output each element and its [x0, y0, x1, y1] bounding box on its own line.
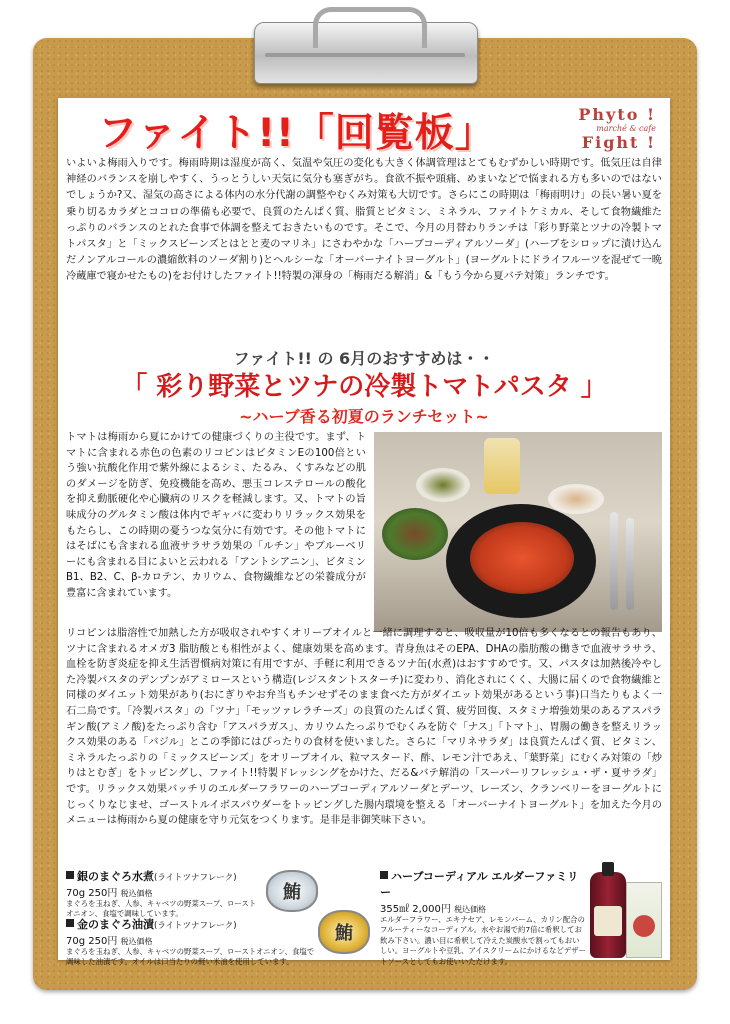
product-item	[66, 916, 316, 968]
product-price: 70g 250円	[66, 936, 118, 947]
yogurt-bowl	[548, 484, 604, 514]
feature-full-text: リコピンは脂溶性で加熱した方が吸収されやすくオリーブオイルと一緒に調理すると、吸収量が10倍も多くなるとの報告もあり、ツナに含まれるオメガ3 脂肪酸とも相性がよく、健康効果を高めます。青身魚はそのEPA、DHAの脂肪酸の働きで血液サラサラ、血栓を防ぎ炎症を抑え生活習慣病対策に有用ですが、手軽に利用できるツナ缶(水煮)はおすすめです。又、パスタは加熱後冷やした冷製パスタのデンプンがアミロースという構造(レジスタントスターチ)に変わり、消化されにくく、大腸に届くので食物繊維と同様のダイエット効果があり(おにぎりやお弁当もチンせずそのまま食べた方がダイエット効果があるという事)口当たりもよく一石二鳥です。「冷製パスタ」の「ツナ」「モッツァレラチーズ」の良質のたんぱく質、疲労回復、スタミナ増強効果のあるアスパラギン酸(アミノ酸)をたっぷり含む「アスパラガス」、カリウムたっぷりでむくみを防ぐ「ナス」「トマト」、胃腸の働きを整えリラックス効果のある「バジル」とこの季節にはぴったりの食材を使いました。さらに「マリネサラダ」は良質たんぱく質、ビタミン、ミネラルたっぷりの「ミックスビーンズ」をオリーブオイル、粒マスタード、酢、レモン汁であえ、「葉野菜」にむくみ対策の「炒りはとむぎ」をトッピングし、ファイト!!特製ドレッシングをかけた、だる&バテ解消の「スーパーリフレッシュ・ザ・夏サラダ」です。リラックス効果バッチリのエルダーフラワーのハーブコーディアルソーダとデーツ、レーズン、クランベリーをヨーグルトにじっくりなじませ、ゴーストルイボスパウダーをトッピングした腸内環境を整える「オーバーナイトヨーグルト」を加えた今月のメニューは梅雨から夏の健康を守り元気をつくります。是非是非御笑味下さい。	[66, 628, 662, 827]
product-tax: 税込価格	[454, 905, 487, 914]
product-sub: (ライトツナフレーク)	[154, 921, 237, 931]
product-name: 銀のまぐろ水煮	[77, 870, 154, 883]
intro-paragraph: いよいよ梅雨入りです。梅雨時期は湿度が高く、気温や気圧の変化も大きく体調管理はとてもむずかしい時期です。低気圧は自律神経のバランスを崩しやすく、うっとうしい天気に気分も塞ぎがち。食欲不振や頭痛、めまいなどで悩まれる方も多いのではないでしょうか?又、湿気の高さによる体内の水分代謝の調整やむくみ対策も大切です。さらにこの時期は「梅雨明け」の長い暑い夏を乗り切るカラダとココロの準備も必要で、良質のたんぱく質、脂質とビタミン、ミネラル、ファイトケミカル、そして食物繊維たっぷりのバランスのとれた食事で体調を整えておきたいものです。そこで、今月の月替わりランチは「彩り野菜とツナの冷製トマトパスタ」と「ミックスビーンズとはとと麦のマリネ」にさわやかな「ハーブコーディアルソーダ」(ハーブをシロップに漬け込んだノンアルコールの濃縮飲料のソーダ割り)とヘルシーな「オーバーナイトヨーグルト」(ヨーグルトにドライフルーツを混ぜて一晩冷蔵庫で寝かせたもの)をお付けしたファイト!!特製の渾身の「梅雨だる解消」&「もう今から夏バテ対策」ランチです。	[66, 158, 662, 283]
product-desc: まぐろを玉ねぎ、人参、キャベツの野菜スープ、ローストオニオン、食塩で調味しています。	[66, 899, 257, 919]
product-tax: 税込価格	[120, 889, 153, 898]
salad-bowl	[382, 508, 448, 560]
feature-column-text: トマトは梅雨から夏にかけての健康づくりの主役です。まず、トマトに含まれる赤色の色素のリコピンはビタミンEの100倍という強い抗酸化作用で紫外線によるシミ、たるみ、くすみなどの肌のダメージを防ぎ、免疫機能を高め、悪玉コレステロールの酸化を抑え動脈硬化や心臓病のリスクを軽減します。又、トマトの旨味成分のグルタミン酸は体内でギャバに変わりリラックス効果をもたらし、この時期の憂うつな気分に有効です。その他トマトにはそばにも含まれる血液サラサラ効果の「ルチン」やブルーベリーにも含まれる目によいと云われる「アントシアニン」、ビタミンB1、B2、C、β-カロテン、カリウム、食物繊維などの栄養成分が豊富に含まれています。	[66, 432, 366, 599]
soup-bowl	[416, 468, 470, 502]
product-name: ハーブコーディアル エルダーファミリー	[380, 870, 579, 899]
newsletter-sheet	[58, 98, 670, 967]
product-price: 355㎖ 2,000円	[380, 904, 451, 915]
shop-logo	[578, 106, 656, 152]
product-section	[58, 868, 670, 967]
clipboard-clip	[254, 22, 478, 84]
cordial-bottle-icon	[590, 872, 626, 958]
bullet-square-icon	[380, 871, 388, 879]
fork	[626, 518, 634, 610]
logo-line-2: marché & cafe	[596, 124, 656, 133]
product-desc: まぐろを玉ねぎ、人参、キャベツの野菜スープ、ローストオニオン、食塩で調味した油漬です。オイルは口当たりの軽い米油を使用しています。	[66, 947, 315, 967]
lunch-set-photo	[374, 432, 662, 632]
product-sub: (ライトツナフレーク)	[154, 873, 237, 883]
drink-glass	[484, 438, 520, 494]
product-price: 70g 250円	[66, 888, 118, 899]
logo-line-3: Fight !	[581, 133, 656, 152]
tomato-pasta	[470, 522, 574, 594]
product-name: 金のまぐろ油漬	[77, 918, 154, 931]
product-tax: 税込価格	[120, 937, 153, 946]
product-item	[380, 868, 586, 967]
logo-line-1: Phyto !	[578, 105, 656, 124]
product-item	[66, 868, 262, 920]
cordial-box-icon	[626, 882, 662, 958]
feature-tagline: ~ハーブ香る初夏のランチセット~	[239, 407, 489, 426]
feature-title: 「 彩り野菜とツナの冷製トマトパスタ 」	[121, 372, 607, 402]
page-title: ファイト!!「回覧板」	[98, 111, 495, 156]
tuna-can-gold-icon: 鮪	[318, 910, 370, 954]
tuna-can-silver-icon: 鮪	[266, 870, 318, 912]
spoon	[610, 512, 618, 610]
product-desc: エルダーフラワー、エキナセア、レモンバーム、カリン配合のフルーティーなコーディアル。水やお湯で約7倍に希釈してお飲み下さい。濃い目に希釈して冷えた炭酸水で割ってもおいしい。ヨーグルトや豆乳、アイスクリームにかけるなどデザートソースとしてもお使いいただけます。	[380, 915, 586, 966]
bullet-square-icon	[66, 871, 74, 879]
feature-subhead: ファイト!! の 6月のおすすめは・・	[233, 349, 495, 368]
bullet-square-icon	[66, 919, 74, 927]
